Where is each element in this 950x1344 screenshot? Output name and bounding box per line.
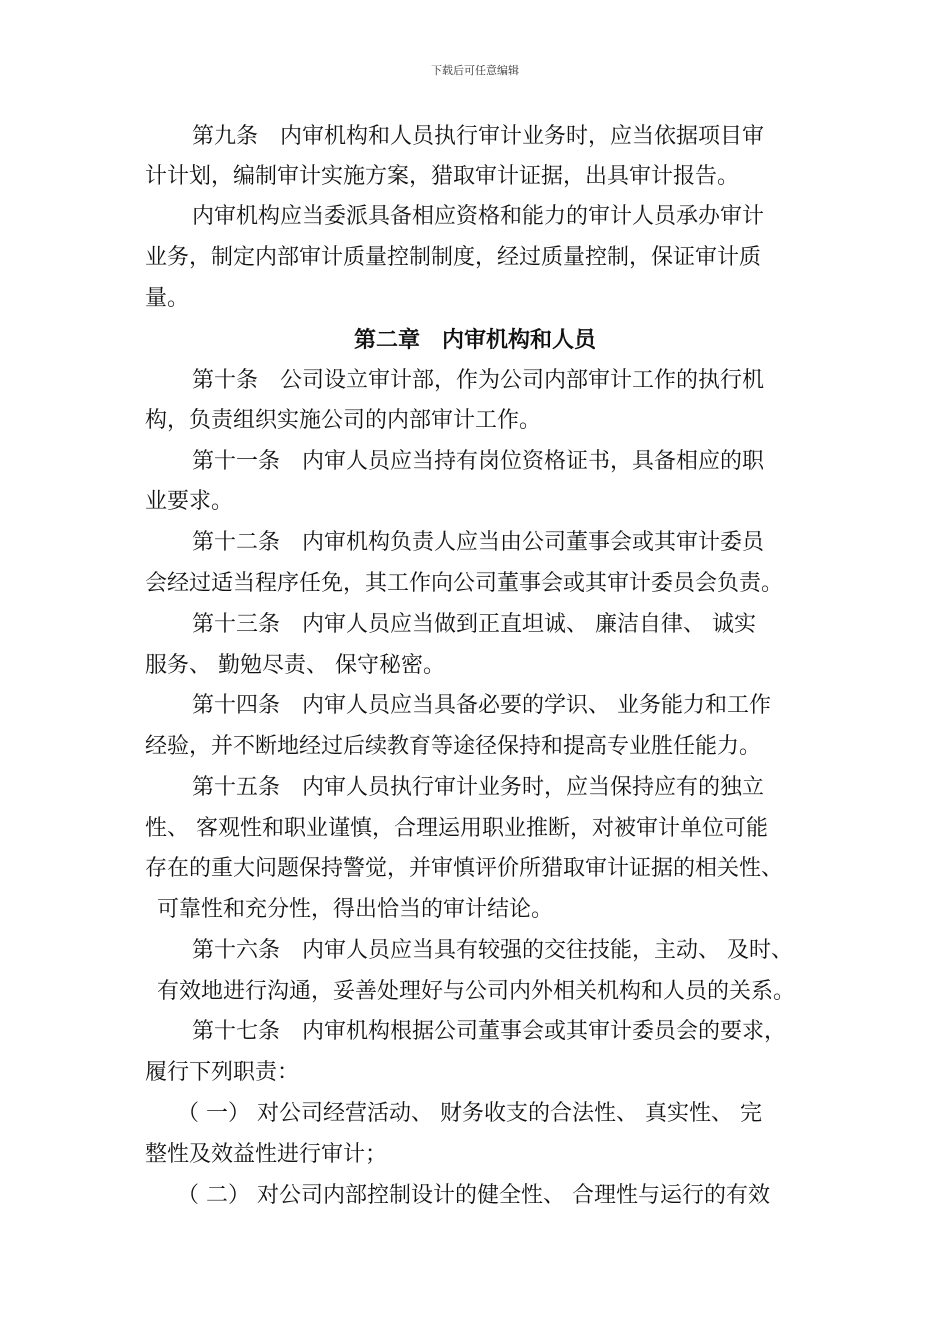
paragraph-line: 履行下列职责：	[145, 1060, 300, 1085]
paragraph-line: 第十条 公司设立审计部，作为公司内部审计工作的执行机	[192, 368, 765, 393]
page-header: 下载后可任意编辑	[431, 64, 519, 77]
paragraph-line: 内审机构应当委派具备相应资格和能力的审计人员承办审计	[192, 204, 765, 229]
paragraph-line: 可靠性和充分性，得出恰当的审计结论。	[157, 897, 554, 922]
list-item-line: 整性及效益性进行审计；	[145, 1142, 388, 1167]
paragraph-line: 第十五条 内审人员执行审计业务时，应当保持应有的独立	[192, 775, 765, 800]
paragraph-line: 服务、 勤勉尽责、 保守秘密。	[145, 653, 445, 678]
paragraph-line: 第十七条 内审机构根据公司董事会或其审计委员会的要求，	[192, 1019, 787, 1044]
paragraph-line: 存在的重大问题保持警觉，并审慎评价所猎取审计证据的相关性、	[145, 856, 784, 881]
paragraph-line: 计计划，编制审计实施方案，猎取审计证据，出具审计报告。	[145, 164, 740, 189]
paragraph-line: 有效地进行沟通，妥善处理好与公司内外相关机构和人员的关系。	[157, 979, 796, 1004]
list-item-line: （ 一） 对公司经营活动、 财务收支的合法性、 真实性、 完	[177, 1101, 762, 1126]
paragraph-line: 第十六条 内审人员应当具有较强的交往技能，主动、 及时、	[192, 938, 793, 963]
paragraph-line: 第九条 内审机构和人员执行审计业务时，应当依据项目审	[192, 124, 765, 149]
paragraph-line: 会经过适当程序任免，其工作向公司董事会或其审计委员会负责。	[145, 571, 784, 596]
paragraph-line: 第十二条 内审机构负责人应当由公司董事会或其审计委员	[192, 530, 765, 555]
paragraph-line: 构，负责组织实施公司的内部审计工作。	[145, 408, 542, 433]
paragraph-line: 第十一条 内审人员应当持有岗位资格证书，具备相应的职	[192, 449, 765, 474]
paragraph-line: 量。	[145, 286, 190, 311]
list-item-line: （ 二） 对公司内部控制设计的健全性、 合理性与运行的有效	[177, 1183, 770, 1208]
paragraph-line: 性、 客观性和职业谨慎，合理运用职业推断，对被审计单位可能	[145, 816, 768, 841]
paragraph-line: 业要求。	[145, 489, 234, 514]
chapter-heading: 第二章 内审机构和人员	[353, 327, 596, 353]
paragraph-line: 第十四条 内审人员应当具备必要的学识、 业务能力和工作	[192, 693, 771, 718]
paragraph-line: 第十三条 内审人员应当做到正直坦诚、 廉洁自律、 诚实	[192, 612, 756, 637]
paragraph-line: 经验，并不断地经过后续教育等途径保持和提高专业胜任能力。	[145, 734, 762, 759]
paragraph-line: 业务，制定内部审计质量控制制度，经过质量控制，保证审计质	[145, 245, 762, 270]
